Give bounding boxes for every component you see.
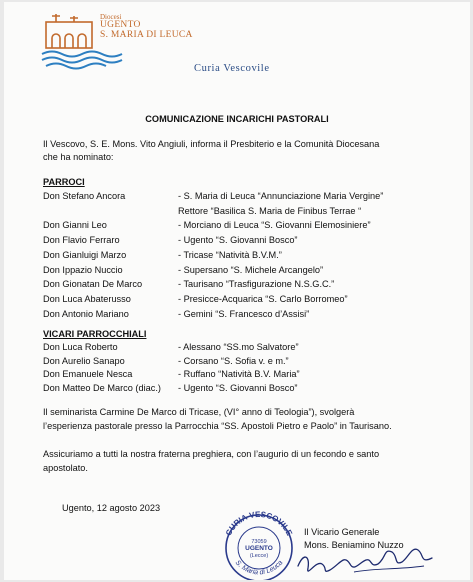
parroco-name: Don Stefano Ancora — [43, 191, 126, 201]
seminarista-line-1: Il seminarista Carmine De Marco di Tricase, (VI° anno di Teologia”), svolgerà — [43, 407, 355, 417]
vicario-assignment: - Ugento “S. Giovanni Bosco” — [178, 382, 298, 393]
parroco-assignment: - S. Maria di Leuca “Annunciazione Maria Vergine” — [178, 191, 384, 201]
vicario-assignment: - Ruffano “Natività B.V. Maria” — [178, 369, 300, 379]
vicario-row — [43, 382, 463, 395]
parroco-assignment: - Morciano di Leuca “S. Giovanni Elemosiniere” — [178, 220, 371, 231]
intro-line-1: Il Vescovo, S. E. Mons. Vito Angiuli, informa il Presbiterio e la Comunità Diocesana — [43, 139, 380, 149]
stamp-bottom-text: S. Maria di Leuca — [233, 559, 285, 577]
stamp-center-province: (Lecce) — [249, 553, 269, 559]
signature-name: Mons. Beniamino Nuzzo — [304, 540, 404, 550]
parroco-name: Don Gianni Leo — [43, 220, 107, 231]
parroco-row — [43, 264, 463, 277]
vicario-name: Don Emanuele Nesca — [43, 369, 133, 379]
parroco-assignment: - Taurisano “Trasfigurazione N.S.G.C.” — [178, 279, 335, 290]
intro-line-2: che ha nominato: — [43, 152, 114, 162]
seminarista-line-2: l’esperienza pastorale presso la Parrocchia “SS. Apostoli Pietro e Paolo” in Taurisano. — [43, 421, 392, 431]
document-page — [4, 2, 470, 580]
vicario-row — [43, 368, 463, 381]
logo-line-ugento: UGENTO — [100, 20, 141, 31]
handwritten-signature — [294, 542, 444, 578]
parroco-row — [43, 278, 463, 291]
vicario-assignment: - Corsano “S. Sofia v. e m.” — [178, 355, 289, 366]
parroco-row — [43, 219, 463, 232]
parroco-name: Don Gianluigi Marzo — [43, 249, 127, 260]
closing-line-1: Assicuriamo a tutti la nostra fraterna preghiera, con l’augurio di un fecondo e santo — [43, 449, 380, 459]
parroco-row — [43, 308, 463, 321]
parroco-row — [43, 293, 463, 306]
parroco-row — [43, 205, 463, 218]
logo-text — [100, 14, 193, 41]
closing-line-2: apostolato. — [43, 463, 88, 473]
parroco-name: Don Flavio Ferraro — [43, 235, 120, 246]
parroco-name: Don Gionatan De Marco — [43, 279, 143, 290]
parroco-assignment: - Tricase “Natività B.V.M.” — [178, 249, 282, 260]
curia-title: Curia Vescovile — [194, 63, 270, 74]
signature-role: Il Vicario Generale — [304, 527, 380, 537]
curia-stamp — [216, 508, 302, 580]
parroco-row — [43, 190, 463, 203]
stamp-center-city: UGENTO — [245, 545, 273, 552]
parroci-heading: PARROCI — [43, 177, 85, 187]
parroco-assignment: - Ugento “S. Giovanni Bosco” — [178, 235, 298, 246]
vicario-name: Don Aurelio Sanapo — [43, 355, 125, 366]
parroco-assignment: Rettore “Basilica S. Maria de Finibus Terrae “ — [178, 205, 362, 216]
parroco-assignment: - Supersano “S. Michele Arcangelo” — [178, 264, 324, 275]
logo-line-leuca: S. MARIA DI LEUCA — [100, 30, 193, 41]
parroco-name: Don Ippazio Nuccio — [43, 264, 123, 275]
svg-text:S. Maria di Leuca — [234, 559, 285, 576]
document-title: COMUNICAZIONE INCARICHI PASTORALI — [145, 114, 329, 124]
parroco-name: Don Antonio Mariano — [43, 308, 129, 319]
parroco-assignment: - Gemini “S. Francesco d’Assisi” — [178, 308, 310, 319]
vicario-assignment: - Alessano “SS.mo Salvatore” — [178, 342, 299, 352]
logo-line-diocesi: Diocesi — [100, 13, 122, 21]
parroco-name: Don Luca Abaterusso — [43, 293, 131, 304]
parroco-row — [43, 249, 463, 262]
parroco-assignment: - Presicce-Acquarica “S. Carlo Borromeo” — [178, 293, 348, 304]
parroco-row — [43, 234, 463, 247]
vicario-row — [43, 341, 463, 354]
vicario-name: Don Luca Roberto — [43, 342, 118, 352]
svg-text:CURIA VESCOVILE — [224, 510, 294, 538]
document-date: Ugento, 12 agosto 2023 — [62, 503, 161, 513]
stamp-center-code: 73059 — [251, 539, 267, 545]
vicario-row — [43, 355, 463, 368]
vicario-name: Don Matteo De Marco (diac.) — [43, 382, 161, 393]
vicari-heading: VICARI PARROCCHIALI — [43, 329, 147, 339]
stamp-top-text: CURIA VESCOVILE — [223, 509, 295, 538]
